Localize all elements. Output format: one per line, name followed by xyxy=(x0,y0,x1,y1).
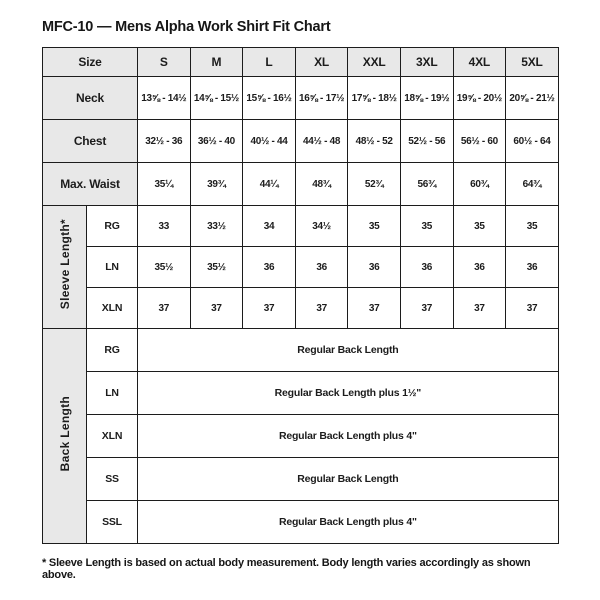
neck-value: 16⅝ - 17½ xyxy=(295,77,348,120)
chest-value: 60½ - 64 xyxy=(506,120,559,163)
sleeve-rg-value: 35 xyxy=(453,206,506,247)
header-row xyxy=(43,48,559,77)
sleeve-rg-value: 35 xyxy=(348,206,401,247)
sleeve-ln-value: 36 xyxy=(295,247,348,288)
waist-value: 39¾ xyxy=(190,163,243,206)
size-col-xl: XL xyxy=(295,48,348,77)
sleeve-xln-value: 37 xyxy=(295,288,348,329)
fit-chart-table xyxy=(42,47,559,544)
back-xln-text: Regular Back Length plus 4" xyxy=(138,415,559,458)
back-length-vertical-text: Back Length xyxy=(57,395,72,472)
sleeve-xln-value: 37 xyxy=(138,288,191,329)
sleeve-ln-value: 36 xyxy=(400,247,453,288)
back-ln-text: Regular Back Length plus 1½" xyxy=(138,372,559,415)
chest-value: 32½ - 36 xyxy=(138,120,191,163)
sleeve-ln-value: 36 xyxy=(506,247,559,288)
size-col-m: M xyxy=(190,48,243,77)
chest-value: 48½ - 52 xyxy=(348,120,401,163)
chest-value: 52½ - 56 xyxy=(400,120,453,163)
waist-value: 48¾ xyxy=(295,163,348,206)
neck-value: 14⅝ - 15½ xyxy=(190,77,243,120)
back-xln-code: XLN xyxy=(87,415,138,458)
back-ss-text: Regular Back Length xyxy=(138,458,559,501)
chest-value: 40½ - 44 xyxy=(243,120,296,163)
max-waist-label: Max. Waist xyxy=(43,163,138,206)
page-title: MFC-10 — Mens Alpha Work Shirt Fit Chart xyxy=(42,19,331,35)
sleeve-ln-value: 36 xyxy=(348,247,401,288)
neck-value: 18⅝ - 19½ xyxy=(400,77,453,120)
footnote: * Sleeve Length is based on actual body measurement. Body length varies accordingly as shown above. xyxy=(42,557,531,581)
chest-row xyxy=(43,120,559,163)
sleeve-rg-value: 33½ xyxy=(190,206,243,247)
sleeve-xln-value: 37 xyxy=(190,288,243,329)
back-ln-code: LN xyxy=(87,372,138,415)
back-rg-row xyxy=(43,329,559,372)
sleeve-length-group-label xyxy=(43,206,87,329)
sleeve-xln-value: 37 xyxy=(348,288,401,329)
size-col-xxl: XXL xyxy=(348,48,401,77)
back-ln-row xyxy=(43,372,559,415)
sleeve-rg-value: 33 xyxy=(138,206,191,247)
max-waist-row xyxy=(43,163,559,206)
waist-value: 56¾ xyxy=(400,163,453,206)
size-col-4xl: 4XL xyxy=(453,48,506,77)
waist-value: 35¼ xyxy=(138,163,191,206)
sleeve-xln-value: 37 xyxy=(506,288,559,329)
neck-value: 19⅝ - 20½ xyxy=(453,77,506,120)
sleeve-ln-code: LN xyxy=(87,247,138,288)
back-rg-code: RG xyxy=(87,329,138,372)
chest-value: 56½ - 60 xyxy=(453,120,506,163)
waist-value: 64¾ xyxy=(506,163,559,206)
sleeve-rg-value: 34 xyxy=(243,206,296,247)
sleeve-xln-code: XLN xyxy=(87,288,138,329)
back-ss-row xyxy=(43,458,559,501)
back-xln-row xyxy=(43,415,559,458)
size-col-5xl: 5XL xyxy=(506,48,559,77)
waist-value: 52¾ xyxy=(348,163,401,206)
chest-value: 36½ - 40 xyxy=(190,120,243,163)
chest-label: Chest xyxy=(43,120,138,163)
back-ssl-row xyxy=(43,501,559,544)
neck-value: 20⅝ - 21½ xyxy=(506,77,559,120)
size-col-3xl: 3XL xyxy=(400,48,453,77)
sleeve-xln-value: 37 xyxy=(243,288,296,329)
size-header-cell: Size xyxy=(43,48,138,77)
size-col-s: S xyxy=(138,48,191,77)
size-col-l: L xyxy=(243,48,296,77)
sleeve-xln-value: 37 xyxy=(400,288,453,329)
sleeve-ln-row xyxy=(43,247,559,288)
neck-value: 15⅝ - 16½ xyxy=(243,77,296,120)
sleeve-length-vertical-text: Sleeve Length* xyxy=(57,219,72,310)
back-rg-text: Regular Back Length xyxy=(138,329,559,372)
sleeve-xln-row xyxy=(43,288,559,329)
sleeve-rg-value: 35 xyxy=(400,206,453,247)
sleeve-ln-value: 36 xyxy=(453,247,506,288)
neck-value: 13⅝ - 14½ xyxy=(138,77,191,120)
sleeve-xln-value: 37 xyxy=(453,288,506,329)
neck-label: Neck xyxy=(43,77,138,120)
back-length-group-label xyxy=(43,329,87,544)
sleeve-rg-code: RG xyxy=(87,206,138,247)
waist-value: 60¾ xyxy=(453,163,506,206)
back-ss-code: SS xyxy=(87,458,138,501)
neck-row xyxy=(43,77,559,120)
back-ssl-code: SSL xyxy=(87,501,138,544)
sleeve-rg-value: 35 xyxy=(506,206,559,247)
waist-value: 44¼ xyxy=(243,163,296,206)
chest-value: 44½ - 48 xyxy=(295,120,348,163)
sleeve-rg-row xyxy=(43,206,559,247)
sleeve-rg-value: 34½ xyxy=(295,206,348,247)
back-ssl-text: Regular Back Length plus 4" xyxy=(138,501,559,544)
sleeve-ln-value: 35½ xyxy=(138,247,191,288)
sleeve-ln-value: 35½ xyxy=(190,247,243,288)
sleeve-ln-value: 36 xyxy=(243,247,296,288)
neck-value: 17⅝ - 18½ xyxy=(348,77,401,120)
